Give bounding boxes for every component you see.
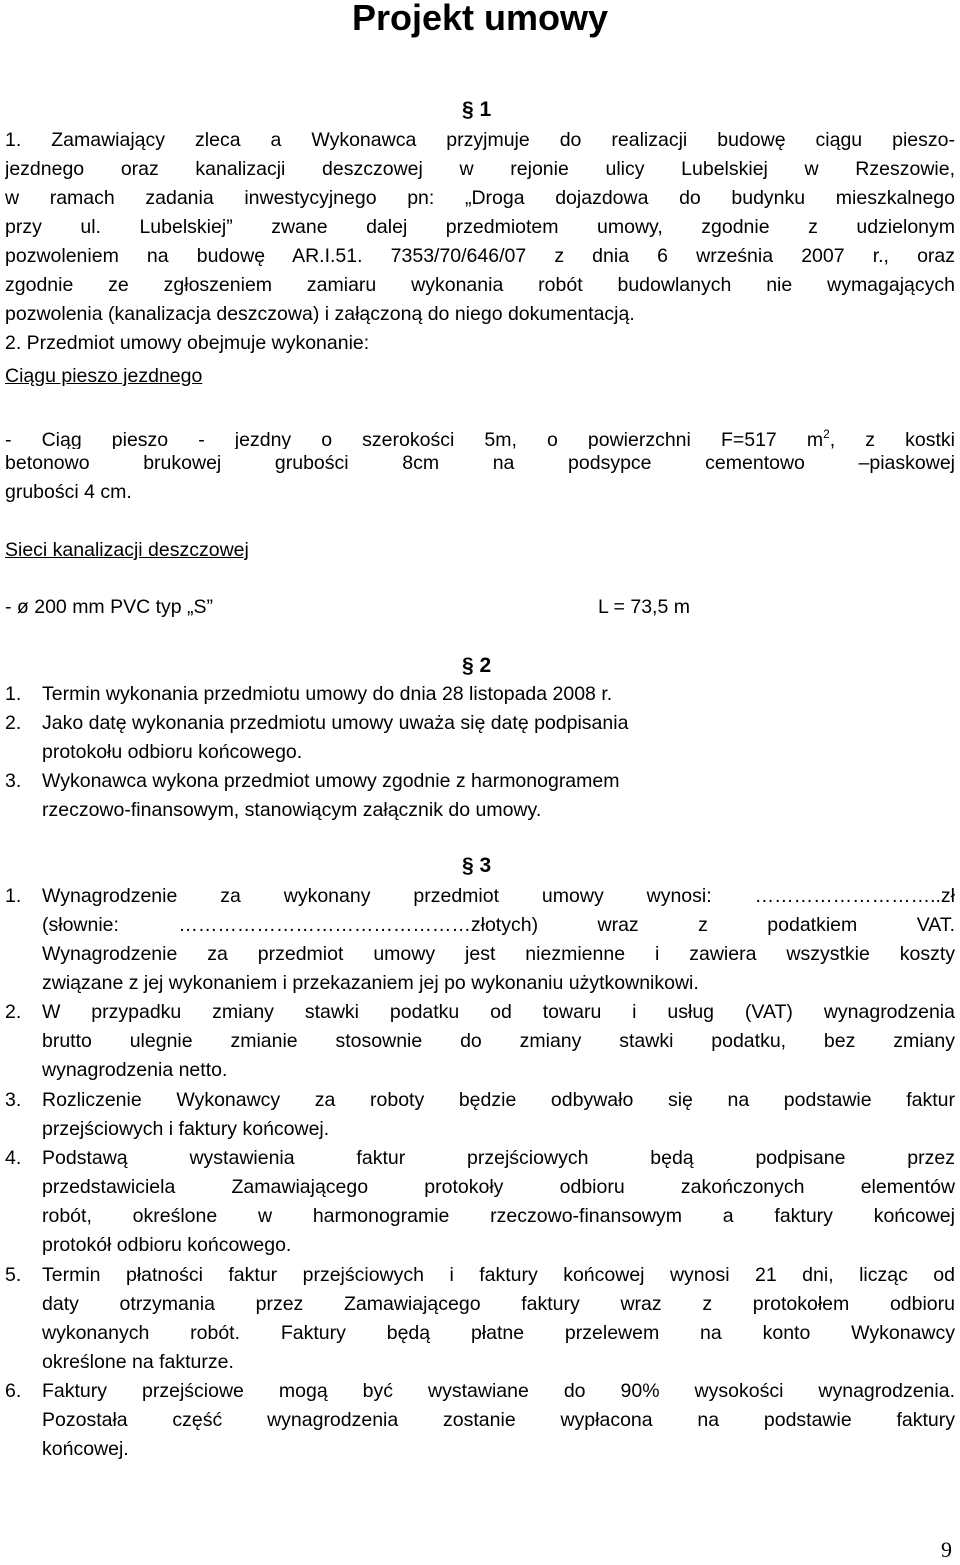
description-line: betonowo brukowej grubości 8cm na podsypce cementowo –piaskowej (5, 452, 955, 474)
item-text (42, 767, 955, 825)
section-1-heading: § 1 (462, 98, 492, 121)
item-number: 3. (5, 770, 22, 792)
description-line: grubości 4 cm. (5, 481, 132, 503)
description-text: - Ciąg pieszo - jezdny o szerokości 5m, o powierzchni F=517 m (5, 429, 824, 449)
item-number: 3. (5, 1089, 22, 1111)
paragraph-line: 1. Zamawiający zleca a Wykonawca przyjmuje do realizacji budowę ciągu pieszo- (5, 129, 955, 151)
section-3-heading: § 3 (462, 854, 492, 877)
paragraph-line: zgodnie ze zgłoszeniem zamiaru wykonania robót budowlanych nie wymagających (5, 274, 955, 296)
description-line (5, 420, 955, 449)
item-line: Pozostała część wynagrodzenia zostanie wypłacona na podstawie faktury (42, 1409, 955, 1431)
item-number: 1. (5, 885, 22, 907)
item-text (42, 1377, 955, 1464)
item-line: Rozliczenie Wykonawcy za roboty będzie odbywało się na podstawie faktur (42, 1089, 955, 1111)
item-line: W przypadku zmiany stawki podatku od towaru i usług (VAT) wynagrodzenia (42, 1001, 955, 1023)
subheading-drainage: Sieci kanalizacji deszczowej (5, 539, 249, 561)
paragraph-line: jezdnego oraz kanalizacji deszczowej w rejonie ulicy Lubelskiej w Rzeszowie, (5, 158, 955, 180)
paragraph-line: pozwoleniem na budowę AR.I.51. 7353/70/646/07 z dnia 6 września 2007 r., oraz (5, 245, 955, 267)
item-line: Wykonawca wykona przedmiot umowy zgodnie z harmonogramem (42, 770, 620, 792)
item-number: 6. (5, 1380, 22, 1402)
description-text: , z kostki (829, 429, 955, 449)
item-line: wynagrodzenia netto. (42, 1059, 228, 1081)
item-line: Faktury przejściowe mogą być wystawiane do 90% wysokości wynagrodzenia. (42, 1380, 955, 1402)
item-line: Wynagrodzenie za przedmiot umowy jest niezmienne i zawiera wszystkie koszty (42, 943, 955, 965)
item-line: związane z jej wykonaniem i przekazaniem jej po wykonaniu użytkownikowi. (42, 972, 699, 994)
item-line: (słownie: ………………………………………złotych) wraz z podatkiem VAT. (42, 914, 955, 936)
item-text (42, 998, 955, 1085)
item-text (42, 1086, 955, 1144)
item-line: rzeczowo-finansowym, stanowiącym załącznik do umowy. (42, 799, 542, 821)
item-line: wykonanych robót. Faktury będą płatne przelewem na konto Wykonawcy (42, 1322, 955, 1344)
item-line: robót, określone w harmonogramie rzeczowo-finansowym a faktury końcowej (42, 1205, 955, 1227)
paragraph-line: przy ul. Lubelskiej” zwane dalej przedmiotem umowy, zgodnie z udzielonym (5, 216, 955, 238)
page-number: 9 (941, 1537, 952, 1562)
item-line: protokołu odbioru końcowego. (42, 741, 303, 763)
walkway-description (5, 420, 955, 507)
pipe-spec: - ø 200 mm PVC typ „S” (5, 596, 214, 618)
item-number: 4. (5, 1147, 22, 1169)
item-text (42, 1144, 955, 1260)
item-line: Podstawą wystawienia faktur przejściowych będą podpisane przez (42, 1147, 955, 1169)
paragraph-line: pozwolenia (kanalizacja deszczowa) i załączoną do niego dokumentacją. (5, 303, 635, 325)
item-line: przedstawiciela Zamawiającego protokoły odbioru zakończonych elementów (42, 1176, 955, 1198)
superscript: 2 (823, 427, 830, 441)
section-1-paragraph-2: 2. Przedmiot umowy obejmuje wykonanie: (5, 332, 370, 354)
item-text (42, 1261, 955, 1377)
item-number: 1. (5, 683, 22, 705)
item-line: przejściowych i faktury końcowej. (42, 1118, 330, 1140)
item-number: 2. (5, 1001, 22, 1023)
item-line: końcowej. (42, 1438, 129, 1460)
paragraph-line: w ramach zadania inwestycyjnego pn: „Droga dojazdowa do budynku mieszkalnego (5, 187, 955, 209)
item-line: Jako datę wykonania przedmiotu umowy uważa się datę podpisania (42, 712, 629, 734)
item-line: określone na fakturze. (42, 1351, 234, 1373)
item-text (42, 680, 955, 709)
item-line: daty otrzymania przez Zamawiającego faktury wraz z protokołem odbioru (42, 1293, 955, 1315)
item-text (42, 882, 955, 998)
pipe-length: L = 73,5 m (598, 596, 690, 618)
item-line: protokół odbioru końcowego. (42, 1234, 292, 1256)
item-line: Wynagrodzenie za wykonany przedmiot umowy wynosi: ………………………..zł (42, 885, 955, 907)
item-number: 5. (5, 1264, 22, 1286)
item-line: Termin płatności faktur przejściowych i faktury końcowej wynosi 21 dni, licząc od (42, 1264, 955, 1286)
section-2-heading: § 2 (462, 654, 492, 677)
document-title: Projekt umowy (351, 0, 609, 38)
section-1-paragraph-1 (5, 126, 955, 329)
item-line: brutto ulegnie zmianie stosownie do zmiany stawki podatku, bez zmiany (42, 1030, 955, 1052)
subheading-walkway: Ciągu pieszo jezdnego (5, 365, 203, 387)
item-number: 2. (5, 712, 22, 734)
item-text (42, 709, 955, 767)
item-line: Termin wykonania przedmiotu umowy do dnia 28 listopada 2008 r. (42, 683, 613, 705)
